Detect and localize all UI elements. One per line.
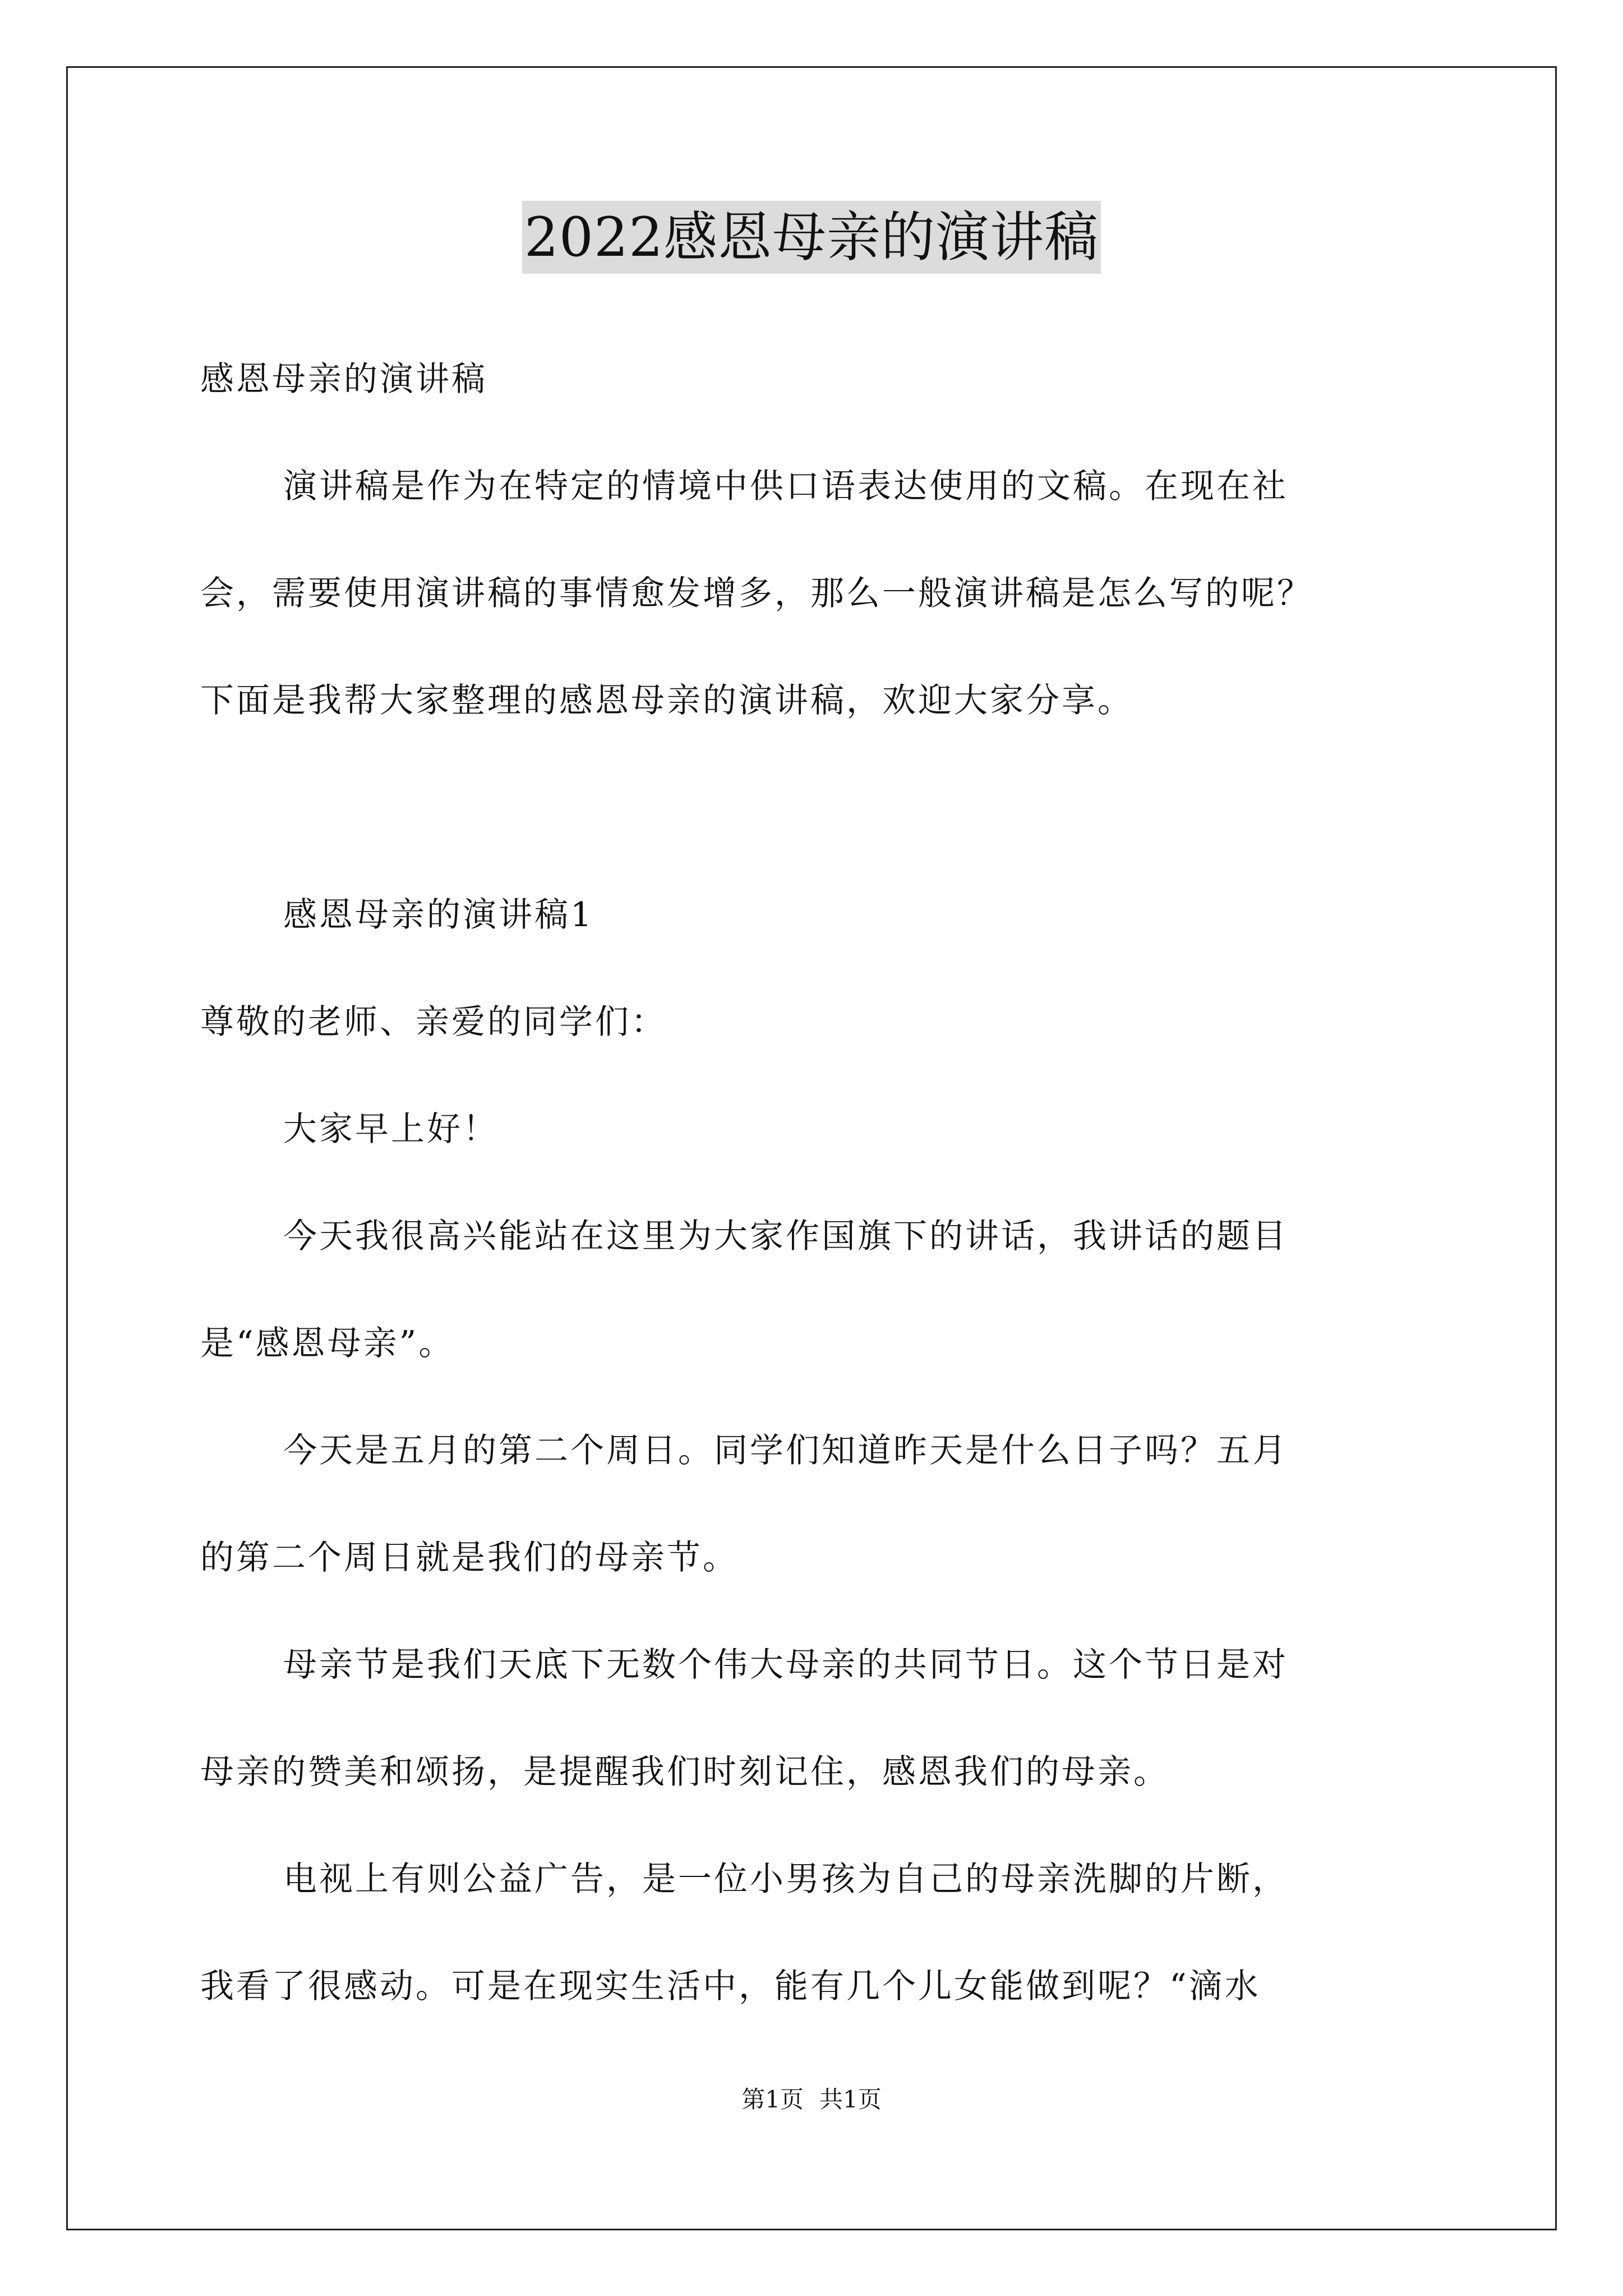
paragraph-line: 今天是五月的第二个周日。同学们知道昨天是什么日子吗？五月 bbox=[283, 1431, 1288, 1470]
subtitle-line: 感恩母亲的演讲稿 bbox=[200, 360, 487, 399]
paragraph-line: 电视上有则公益广告，是一位小男孩为自己的母亲洗脚的片断， bbox=[283, 1860, 1288, 1899]
paragraph-line: 下面是我帮大家整理的感恩母亲的演讲稿，欢迎大家分享。 bbox=[200, 681, 1133, 720]
title-container bbox=[0, 201, 1623, 274]
paragraph-line: 今天我很高兴能站在这里为大家作国旗下的讲话，我讲话的题目 bbox=[283, 1217, 1288, 1256]
salutation-line: 尊敬的老师、亲爱的同学们： bbox=[200, 1002, 667, 1042]
paragraph-line: 演讲稿是作为在特定的情境中供口语表达使用的文稿。在现在社 bbox=[283, 467, 1288, 506]
page-footer bbox=[0, 2083, 1623, 2116]
paragraph-line: 会，需要使用演讲稿的事情愈发增多，那么一般演讲稿是怎么写的呢？ bbox=[200, 574, 1313, 613]
paragraph-line: 我看了很感动。可是在现实生活中，能有几个儿女能做到呢？“滴水 bbox=[200, 1967, 1261, 2006]
greeting-line: 大家早上好！ bbox=[283, 1110, 499, 1149]
paragraph-line: 母亲节是我们天底下无数个伟大母亲的共同节日。这个节日是对 bbox=[283, 1645, 1288, 1685]
section-heading: 感恩母亲的演讲稿1 bbox=[283, 895, 594, 935]
page-number: 第1页 bbox=[741, 2086, 804, 2113]
document-title: 2022感恩母亲的演讲稿 bbox=[522, 201, 1101, 274]
paragraph-line: 母亲的赞美和颂扬，是提醒我们时刻记住，感恩我们的母亲。 bbox=[200, 1752, 1169, 1792]
paragraph-line: 是“感恩母亲”。 bbox=[200, 1324, 455, 1363]
paragraph-line: 的第二个周日就是我们的母亲节。 bbox=[200, 1538, 739, 1577]
page-total: 共1页 bbox=[819, 2086, 882, 2113]
